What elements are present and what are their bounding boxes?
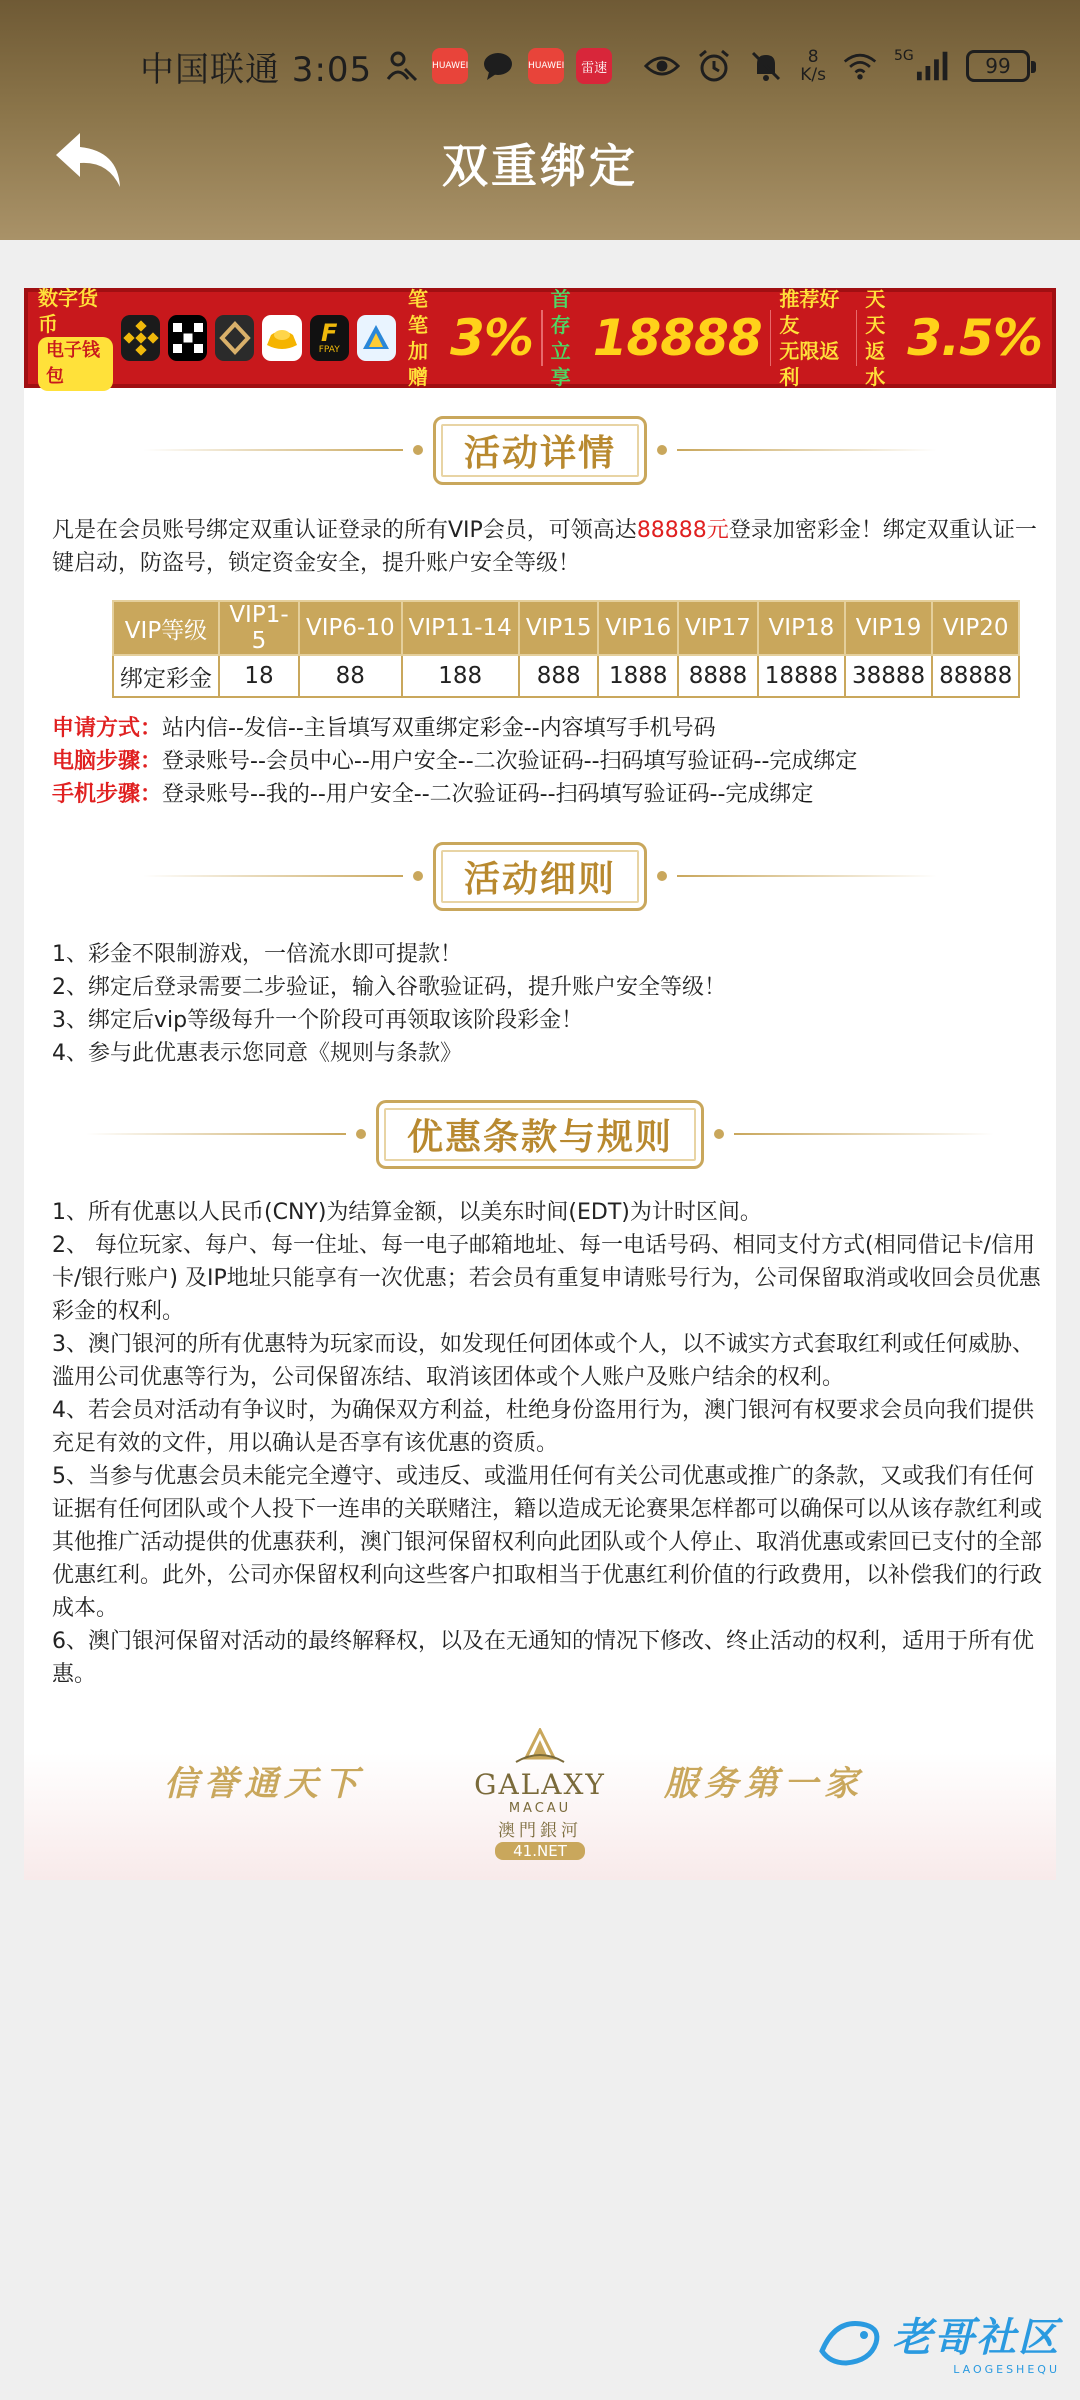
galaxy-logo [460, 1728, 620, 1860]
list-item: 1、所有优惠以人民币(CNY)为结算金额，以美东时间(EDT)为计时区间。 [52, 1200, 762, 1225]
dragon-icon [816, 2311, 886, 2371]
promo1-text [408, 286, 442, 390]
promo4-small2: 返水 [865, 339, 886, 389]
gold-ingot-icon [262, 315, 301, 361]
wifi-icon [842, 48, 878, 84]
okx-coin-icon [168, 315, 207, 361]
table-header-cell: VIP19 [845, 601, 932, 655]
intro-after: 登录加密彩金！绑定双重认证一键启动，防盗号，锁定资金安全，提升账户安全等级！ [52, 518, 1037, 576]
brand-sub: MACAU [508, 1801, 572, 1816]
heading-line-right [734, 1133, 994, 1135]
watermark [816, 2306, 1060, 2376]
step-pc [52, 745, 1042, 778]
table-header-cell: VIP20 [932, 601, 1019, 655]
table-row [113, 655, 1019, 697]
slogan-left: 信誉通天下 [164, 1764, 364, 1804]
promo3-line2: 无限返利 [779, 339, 840, 389]
intro-highlight: 88888元 [636, 518, 729, 543]
brand-net: 41.NET [495, 1842, 585, 1860]
table-header-cell: VIP6-10 [299, 601, 402, 655]
network-type: 5G [894, 48, 914, 64]
watermark-sub: LAOGESHEQU [953, 2363, 1060, 2376]
signal-icon [894, 48, 950, 84]
section-heading-terms [24, 1094, 1056, 1174]
heading-dot [413, 871, 423, 881]
brand-cn: 澳門銀河 [498, 1821, 582, 1841]
table-header-row [113, 601, 1019, 655]
watermark-text-group [892, 2306, 1060, 2376]
net-speed [800, 48, 826, 84]
promo1-value: 3% [450, 309, 533, 367]
status-left [140, 40, 612, 92]
heading-dot [657, 871, 667, 881]
heading-dot [356, 1129, 366, 1139]
heading-line-left [143, 875, 403, 877]
section-heading-details [24, 410, 1056, 490]
wallet-line2: 电子钱包 [38, 337, 113, 391]
section-heading-rules [24, 836, 1056, 916]
list-item: 4、参与此优惠表示您同意《规则与条款》 [52, 1041, 462, 1066]
table-cell: 88888 [932, 655, 1019, 697]
list-item: 3、澳门银河的所有优惠特为玩家而设，如发现任何团体或个人，以不诚实方式套取红利或任何威胁、滥用公司优惠等行为，公司保留冻结、取消该团体或个人账户及账户结余的权利。 [52, 1332, 1035, 1390]
promo2-value: 18888 [592, 309, 762, 367]
step-mobile [52, 778, 1042, 811]
list-item: 6、澳门银河保留对活动的最终解释权，以及在无通知的情况下修改、终止活动的权利，适用于所有优惠。 [52, 1629, 1035, 1687]
binance-coin-icon [121, 315, 160, 361]
leisu-app-icon: 雷速 [576, 48, 612, 84]
table-cell: 18888 [758, 655, 845, 697]
table-cell: 88 [299, 655, 402, 697]
list-item: 5、当参与优惠会员未能完全遵守、或违反、或滥用任何有关公司优惠或推广的条款，又或我们有任何证据有任何团队或个人投下一连串的关联赌注，籍以造成无论赛果怎样都可以确保可以从该存款红利或其他推广活动提供的优惠获利，澳门银河保留权利向此团队或个人停止、取消优惠或索回已支付的全部优惠红利。此外，公司亦保留权利向这些客户扣取相当于优惠红利价值的行政费用，以补偿我们的行政成本。 [52, 1464, 1043, 1621]
table-cell: 18 [219, 655, 299, 697]
mute-bell-icon [748, 48, 784, 84]
banner-divider [770, 310, 772, 366]
heading-line-left [143, 449, 403, 451]
promo1-small1: 笔笔 [407, 287, 428, 337]
heading-dot [413, 445, 423, 455]
section-title-rules: 活动细则 [433, 842, 647, 911]
promo-poster [24, 288, 1056, 1880]
vip-bonus-table [112, 600, 1020, 698]
table-header-cell: VIP等级 [113, 601, 219, 655]
fpay-label: FPAY [318, 345, 340, 355]
message-icon [480, 48, 516, 84]
table-header-cell: VIP11-14 [402, 601, 519, 655]
list-item: 1、彩金不限制游戏，一倍流水即可提款！ [52, 942, 462, 967]
carrier-time: 中国联通 3:05 [140, 49, 373, 90]
list-item: 4、若会员对活动有争议时，为确保双方利益，杜绝身份盗用行为，澳门银河有权要求会员向我们提供充足有效的文件，用以确认是否享有该优惠的资质。 [52, 1398, 1035, 1456]
status-right [644, 40, 1030, 92]
step-apply-label: 申请方式： [52, 716, 163, 741]
huobi-coin-icon [215, 315, 254, 361]
step-apply-text: 站内信--发信--主旨填写双重绑定彩金--内容填写手机号码 [162, 716, 716, 741]
huawei-app-icon: HUAWEI [432, 48, 468, 84]
brand-name: GALAXY [474, 1768, 606, 1801]
section-title-terms: 优惠条款与规则 [376, 1100, 704, 1169]
intro-before: 凡是在会员账号绑定双重认证登录的所有VIP会员，可领高达 [52, 518, 637, 543]
step-mobile-text: 登录账号--我的--用户安全--二次验证码--扫码填写验证码--完成绑定 [162, 782, 814, 807]
net-speed-value: 8 [807, 47, 819, 67]
promo3-text [779, 286, 847, 390]
banner-divider [856, 310, 858, 366]
table-cell: 8888 [678, 655, 758, 697]
promo2-small1: 首存 [550, 287, 571, 337]
application-steps [52, 712, 1042, 811]
status-bar [0, 40, 1080, 92]
table-cell: 1888 [598, 655, 678, 697]
table-header-cell: VIP15 [519, 601, 599, 655]
promo4-small1: 天天 [865, 287, 886, 337]
wallet-line1: 数字货币 [38, 286, 98, 336]
promo2-text [551, 286, 585, 390]
intro-paragraph [52, 514, 1042, 580]
list-item: 3、绑定后vip等级每升一个阶段可再领取该阶段彩金！ [52, 1008, 584, 1033]
net-speed-unit: K/s [800, 65, 826, 85]
wallet-app-icon [357, 315, 396, 361]
slogan-right: 服务第一家 [664, 1764, 864, 1804]
step-mobile-label: 手机步骤： [52, 782, 163, 807]
heading-line-right [677, 449, 937, 451]
heading-dot [657, 445, 667, 455]
page-title: 双重绑定 [442, 139, 638, 193]
step-apply [52, 712, 1042, 745]
table-cell: 188 [402, 655, 519, 697]
heading-dot [714, 1129, 724, 1139]
promo2-small2: 立享 [550, 339, 571, 389]
heading-line-left [86, 1133, 346, 1135]
fpay-icon: F FPAY [310, 315, 349, 361]
promo4-text [865, 286, 899, 390]
table-header-cell: VIP1-5 [219, 601, 299, 655]
rules-list [52, 938, 1042, 1070]
eye-icon [644, 48, 680, 84]
watermark-text: 老哥社区 [892, 2315, 1060, 2361]
table-cell: 38888 [845, 655, 932, 697]
table-cell: 绑定彩金 [113, 655, 219, 697]
galaxy-emblem-icon [510, 1728, 570, 1764]
app-header [0, 0, 1080, 240]
section-title-details: 活动详情 [433, 416, 647, 485]
list-item: 2、绑定后登录需要二步验证，输入谷歌验证码，提升账户安全等级！ [52, 975, 726, 1000]
promo3-line1: 推荐好友 [779, 287, 840, 337]
banner-divider [541, 310, 543, 366]
step-pc-text: 登录账号--会员中心--用户安全--二次验证码--扫码填写验证码--完成绑定 [162, 749, 858, 774]
huawei-app-icon-2: HUAWEI [528, 48, 564, 84]
battery-level: 99 [985, 54, 1011, 78]
promo4-value: 3.5% [907, 309, 1042, 367]
heading-line-right [677, 875, 937, 877]
brand-footer [24, 1728, 1056, 1868]
alarm-icon [696, 48, 732, 84]
promo1-small2: 加赠 [407, 339, 428, 389]
wallet-label [38, 285, 113, 391]
battery-indicator [966, 50, 1030, 82]
table-header-cell: VIP17 [678, 601, 758, 655]
list-item: 2、 每位玩家、每户、每一住址、每一电子邮箱地址、每一电话号码、相同支付方式(相同借记卡/信用卡/银行账户) 及IP地址只能享有一次优惠；若会员有重复申请账号行为，公司保留取消或收回会员优惠彩金的权利。 [52, 1233, 1041, 1324]
table-header-cell: VIP18 [758, 601, 845, 655]
step-pc-label: 电脑步骤： [52, 749, 163, 774]
terms-list [52, 1196, 1042, 1691]
table-cell: 888 [519, 655, 599, 697]
table-header-cell: VIP16 [598, 601, 678, 655]
promo-banner[interactable] [24, 288, 1056, 388]
no-disturb-person-icon [384, 48, 420, 84]
